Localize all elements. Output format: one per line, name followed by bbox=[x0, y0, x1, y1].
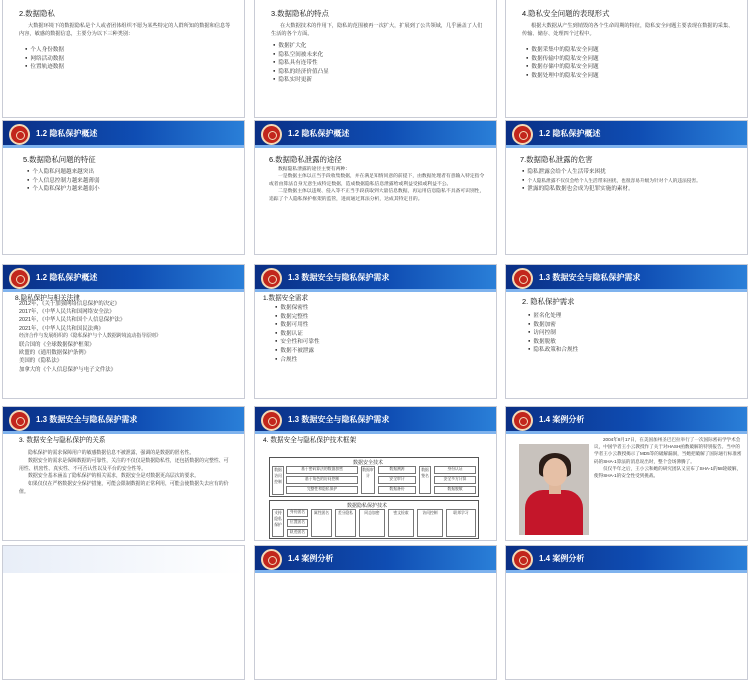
slide-tech-framework[interactable] bbox=[254, 406, 497, 541]
list-item: ● 数据存储中的隐私安全问题 bbox=[526, 63, 599, 72]
slide-title: 5.数据隐私问题的特征 bbox=[23, 155, 96, 164]
list-item: ● 匿名化处理 bbox=[528, 312, 578, 321]
slide-header bbox=[506, 265, 747, 292]
slide-privacy-leak-paths[interactable] bbox=[254, 120, 497, 255]
slide-paragraph: 大数据环境下的数据隐私是个人或者团体组织不愿为某些特定的人群所知的数据和信息等内容，敏感的数据信息，主要分为以下三种类别： bbox=[19, 23, 231, 37]
header-title: 1.2 隐私保护概述 bbox=[288, 129, 350, 138]
list-item: ● 隐私实时更新 bbox=[273, 76, 329, 85]
slide-case-study-2[interactable] bbox=[254, 545, 497, 680]
slide-header bbox=[255, 407, 496, 434]
diagram-cell: 安全审计 bbox=[378, 476, 416, 484]
diagram-cell: 安全多方计算 bbox=[434, 476, 476, 484]
header-title: 1.3 数据安全与隐私保护需求 bbox=[288, 273, 390, 282]
list-item: ● 访问控制 bbox=[528, 329, 578, 338]
list-item: ● 数据扩大化 bbox=[273, 42, 329, 51]
list-item: 欧盟的《通用数据保护条例》 bbox=[19, 350, 90, 357]
header-title: 1.2 隐私保护概述 bbox=[36, 129, 98, 138]
list-item: ● 个人隐私保护力越来越弱小 bbox=[27, 185, 100, 194]
header-title: 1.2 隐私保护概述 bbox=[36, 273, 98, 282]
slide-title: 7.数据隐私泄露的危害 bbox=[520, 155, 593, 164]
slide-header bbox=[3, 121, 244, 148]
framework-diagram bbox=[269, 457, 479, 539]
diagram-cell: 数据签名 bbox=[419, 466, 431, 494]
diagram-cell: 数据访问控制 bbox=[272, 466, 284, 495]
list-item: ● 位置轨迹数据 bbox=[25, 63, 64, 72]
slide-privacy-features[interactable] bbox=[254, 0, 497, 118]
list-item: ● 隐私的经济价值凸显 bbox=[273, 68, 329, 77]
header-title: 1.3 数据安全与隐私保护需求 bbox=[539, 273, 641, 282]
security-tech-title: 数据安全技术 bbox=[353, 460, 384, 466]
list-item: ● 个人身份数据 bbox=[25, 46, 64, 55]
university-seal-icon bbox=[512, 410, 533, 431]
diagram-cell: 数据审计 bbox=[361, 466, 375, 494]
list-item: ● 数据保密性 bbox=[275, 304, 320, 313]
slide-header bbox=[255, 265, 496, 292]
list-item: ● 数据加密 bbox=[528, 321, 578, 330]
list-item: ● 数据可用性 bbox=[275, 321, 320, 330]
university-seal-icon bbox=[9, 410, 30, 431]
header-title: 1.2 隐私保护概述 bbox=[539, 129, 601, 138]
university-seal-icon bbox=[9, 124, 30, 145]
researcher-photo bbox=[519, 444, 589, 535]
slide-header bbox=[506, 407, 747, 434]
slide-case-study[interactable] bbox=[505, 406, 748, 541]
diagram-cell: 同态加密 bbox=[359, 509, 385, 537]
diagram-cell: 完整性和隐私保护 bbox=[286, 486, 358, 494]
list-item: ● 数据采集中的隐私安全问题 bbox=[526, 46, 599, 55]
slide-header bbox=[255, 121, 496, 148]
slide-privacy-problem-features[interactable] bbox=[2, 120, 245, 255]
list-item: 加拿大的《个人信息保护与电子文件法》 bbox=[19, 366, 117, 373]
slide-header bbox=[3, 407, 244, 434]
list-item: 美国的《隐私法》 bbox=[19, 358, 63, 365]
header-title: 1.4 案例分析 bbox=[539, 554, 585, 563]
slide-data-security-needs[interactable] bbox=[254, 264, 497, 399]
bullet-list bbox=[528, 312, 578, 355]
slide-paragraph: 2004年8月17日，在美国加州圣巴巴拉举行了一次国际密码学学术会议，中国学者王小云教授作了关于对HASH函数破解的特别报告。当中的学者王小云教授揭示了MD5等的破解漏洞，当她把破解了国际通行标准密码的SHA-1算法的消息说出时，整个会场沸腾了。 仅仅半年之后，王小云和她的研究团队又宣布了SHA-1的58轮破解，使得SHA-1的安全性受到挑战。 bbox=[594, 437, 742, 479]
diagram-cell: 基于密码算法的数据加密 bbox=[286, 466, 358, 474]
slide-paragraph: 隐私保护的需求保障用户的敏感数据信息不被泄露，强调的是数据的匿名性。 数据安全的需求是保障数据的可靠性，关注的不仅仅是数据隐私性，还包括数据的完整性、可用性、机密性、真实性、不可否认性以及平台的安全性等。 数据安全基本涵盖了隐私保护的相关需求，数据安全是对数据更高层次的要求。 如果仅仅在严格数据安全保护措施，可能会限制数据的正常利用，可能会使数据失去应有的价值。 bbox=[19, 451, 229, 495]
slide-title: 2. 隐私保护需求 bbox=[522, 297, 575, 306]
list-item: 2021年，《中华人民共和国民法典》 bbox=[19, 325, 104, 332]
privacy-tech-title: 数据隐私保护技术 bbox=[347, 503, 388, 509]
bullet-list bbox=[526, 46, 599, 80]
list-item: ● 数据认证 bbox=[275, 330, 320, 339]
slide-title: 3.数据隐私的特点 bbox=[271, 9, 329, 18]
diagram-cell: 属性匿名 bbox=[311, 509, 332, 537]
slide-title: 8.隐私保护与相关法律 bbox=[15, 295, 80, 302]
diagram-cell: 支持隐私保护 bbox=[272, 509, 284, 537]
list-item: ● 网络活动数据 bbox=[25, 55, 64, 64]
slide-header bbox=[506, 121, 747, 148]
university-seal-icon bbox=[9, 268, 30, 289]
slide-header bbox=[506, 546, 747, 573]
slide-title: 1.数据安全需求 bbox=[263, 295, 309, 302]
list-item: ● 数据传输中的隐私安全问题 bbox=[526, 55, 599, 64]
diagram-cell: 数据脱敏 bbox=[434, 486, 476, 494]
university-seal-icon bbox=[261, 549, 282, 570]
slide-header bbox=[3, 265, 244, 292]
diagram-cell: 数据溯源 bbox=[378, 466, 416, 474]
list-item: ● 隐私空间被未来化 bbox=[273, 51, 329, 60]
list-item: 经济合作与发展组织的《隐私保护与个人数据跨境流动指导原则》 bbox=[19, 333, 161, 339]
slide-title: 6.数据隐私泄露的途径 bbox=[269, 155, 342, 164]
slide-title: 4.隐私安全问题的表现形式 bbox=[522, 9, 610, 18]
list-item: ● 个人隐私问题越来越突出 bbox=[27, 168, 100, 177]
diagram-cell: 密文检索 bbox=[388, 509, 414, 537]
diagram-cell: 身份认证 bbox=[434, 466, 476, 474]
bullet-list bbox=[522, 168, 742, 194]
header-title: 1.4 案例分析 bbox=[539, 415, 585, 424]
list-item: 2017年，《中华人民共和国网络安全法》 bbox=[19, 309, 115, 316]
slide-paragraph: 在大数据技术的作用下，隐私的范围被再一次扩大，扩展到了公共领域，几乎涵盖了人们生活的各个方面。 bbox=[271, 23, 483, 37]
diagram-cell: 访问控制 bbox=[417, 509, 443, 537]
list-item: ● 合规性 bbox=[275, 356, 320, 365]
slide-data-privacy[interactable] bbox=[2, 0, 245, 118]
university-seal-icon bbox=[512, 549, 533, 570]
list-item: 联合国的《全球数据保护框架》 bbox=[19, 342, 95, 349]
diagram-cell: 联邦学习 bbox=[446, 509, 476, 537]
university-seal-icon bbox=[512, 268, 533, 289]
slide-title: 3. 数据安全与隐私保护的关系 bbox=[19, 437, 106, 444]
slide-title: 2.数据隐私 bbox=[19, 9, 55, 18]
slide-paragraph: 根据大数据从产生到销毁的各个生命周期的特征，隐私安全问题主要表现在数据的采集、传输、储存、处理四个过程中。 bbox=[522, 23, 734, 37]
diagram-cell: 位置匿名 bbox=[287, 519, 308, 527]
bullet-list bbox=[273, 42, 329, 85]
slide-header bbox=[255, 546, 496, 573]
slide-privacy-leak-harm[interactable] bbox=[505, 120, 748, 255]
diagram-cell: 轨迹匿名 bbox=[287, 529, 308, 537]
list-item: ● 数据处理中的隐私安全问题 bbox=[526, 72, 599, 81]
law-list bbox=[19, 300, 161, 374]
list-item: ● 数据脱敏 bbox=[528, 338, 578, 347]
list-item: ● 数据完整性 bbox=[275, 313, 320, 322]
slide-case-study-3[interactable] bbox=[505, 545, 748, 680]
bullet-list bbox=[275, 304, 320, 364]
bullet-list bbox=[25, 46, 64, 72]
list-item: ● 个人隐私泄露不仅仅会给个人生活带来困扰，也很容易升级为针对个人的违法侵害。 bbox=[522, 177, 742, 186]
list-item: ● 个人信息控制力越来越薄弱 bbox=[27, 177, 100, 186]
list-item: ● 隐私政策和合规性 bbox=[528, 346, 578, 355]
header-title: 1.3 数据安全与隐私保护需求 bbox=[36, 415, 138, 424]
slide-title: 4. 数据安全与隐私保护技术框架 bbox=[263, 437, 357, 444]
university-seal-icon bbox=[512, 124, 533, 145]
header-title: 1.3 数据安全与隐私保护需求 bbox=[288, 415, 390, 424]
diagram-cell: 数据备份 bbox=[378, 486, 416, 494]
list-item: ● 泄露的隐私数据也会成为犯罪实施的素材。 bbox=[522, 185, 742, 194]
diagram-cell: 身份匿名 bbox=[287, 509, 308, 517]
list-item: 2021年，《中华人民共和国个人信息保护法》 bbox=[19, 317, 126, 324]
list-item: ● 数据不被泄露 bbox=[275, 347, 320, 356]
university-seal-icon bbox=[261, 410, 282, 431]
diagram-cell: 差分隐私 bbox=[335, 509, 356, 537]
slide-privacy-issues[interactable] bbox=[505, 0, 748, 118]
slide-privacy-law[interactable] bbox=[2, 264, 245, 399]
university-seal-icon bbox=[261, 124, 282, 145]
slide-security-privacy-relation[interactable] bbox=[2, 406, 245, 541]
slide-header bbox=[3, 546, 244, 573]
header-title: 1.4 案例分析 bbox=[288, 554, 334, 563]
list-item: ● 安全性和可靠性 bbox=[275, 338, 320, 347]
university-seal-icon bbox=[261, 268, 282, 289]
list-item: 2012年，《关于加强网络信息保护的决定》 bbox=[19, 301, 120, 307]
slide-paragraph: 数据隐私泄露的途径主要有两种： 一是数据主体以正当手段收集数据，并在满足知情同意的前提下，由数据处理者有意输入特定指令或者由算法自身无意生成特定数据，造成数据隐私信息泄露给或利益受损或利益不公。 二是数据主体以违规、侵入等不正当手段获取到大量信息数据，再运用信息隐私不具备可识别性，追踪了个人隐私保护框架的监管，进而通过算法分析，达成其特定目的。 bbox=[269, 167, 485, 202]
list-item: ● 隐私泄露会给个人生活带来困扰 bbox=[522, 168, 742, 177]
slide-next[interactable] bbox=[2, 545, 245, 680]
diagram-cell: 基于角色的访问控制 bbox=[286, 476, 358, 484]
slide-privacy-protection-needs[interactable] bbox=[505, 264, 748, 399]
bullet-list bbox=[27, 168, 100, 194]
list-item: ● 隐私具有连带性 bbox=[273, 59, 329, 68]
